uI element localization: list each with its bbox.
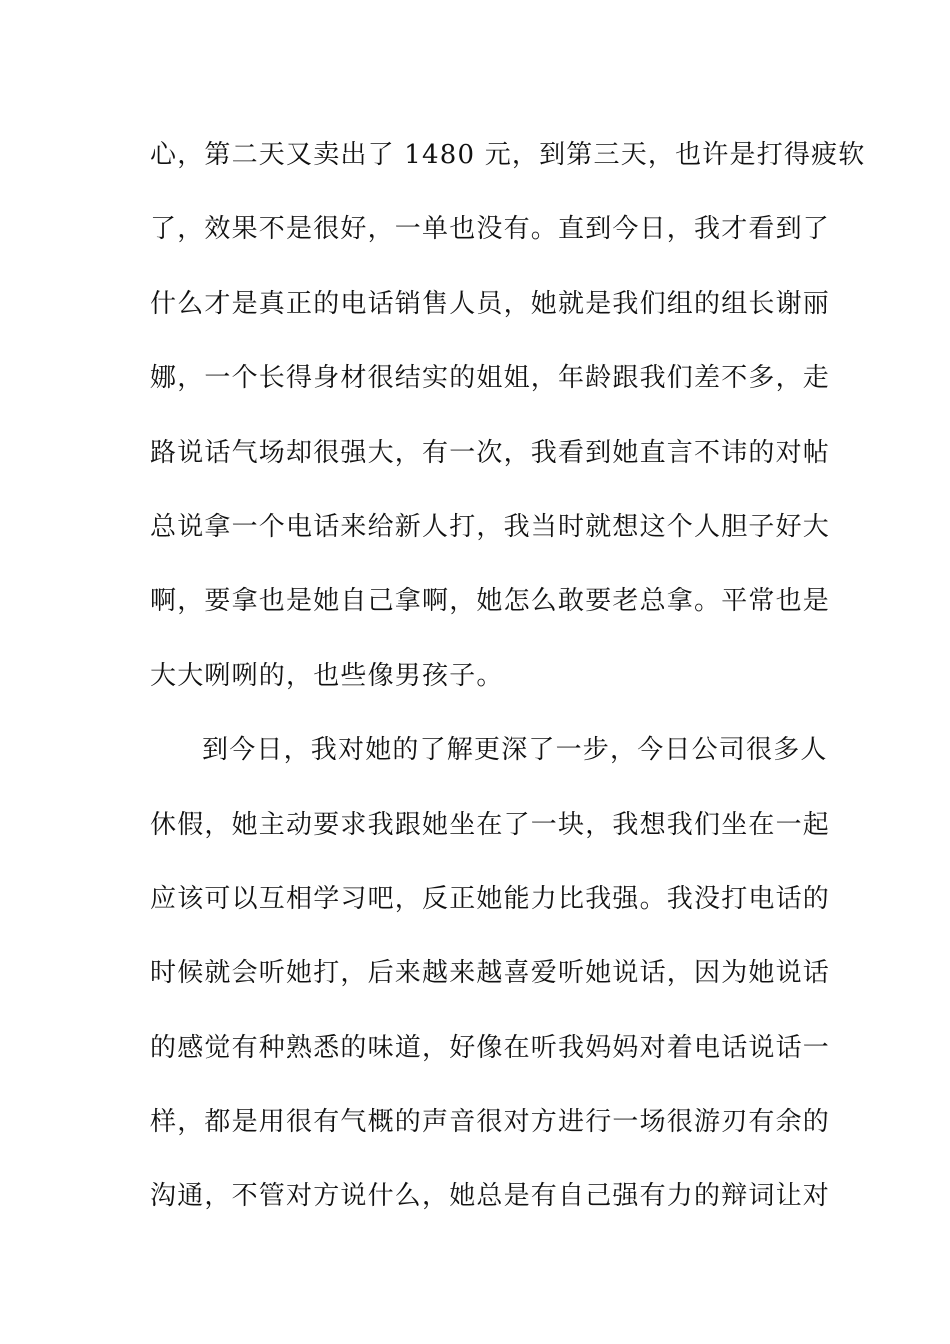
text-line: 大大咧咧的，也些像男孩子。 (150, 660, 504, 691)
text-line: 沟通，不管对方说什么，她总是有自己强有力的辩词让对 (150, 1181, 831, 1212)
text-line: 路说话气场却很强大，有一次，我看到她直言不讳的对帖 (150, 437, 831, 468)
text-line: 时候就会听她打，后来越来越喜爱听她说话，因为她说话 (150, 958, 831, 989)
text-line: 了，效果不是很好，一单也没有。直到今日，我才看到了 (150, 214, 831, 245)
text-line: 休假，她主动要求我跟她坐在了一块，我想我们坐在一起 (150, 809, 831, 840)
text-line: 样，都是用很有气概的声音很对方进行一场很游刃有余的 (150, 1107, 831, 1138)
paragraph-first-line: 到今日，我对她的了解更深了一步，今日公司很多人 (202, 735, 828, 766)
text-line: 应该可以互相学习吧，反正她能力比我强。我没打电话的 (150, 883, 831, 914)
text-line: 的感觉有种熟悉的味道，好像在听我妈妈对着电话说话一 (150, 1032, 831, 1063)
text-line: 总说拿一个电话来给新人打，我当时就想这个人胆子好大 (150, 511, 831, 542)
body-text (150, 118, 866, 1234)
text-line: 娜，一个长得身材很结实的姐姐，年龄跟我们差不多，走 (150, 363, 831, 394)
text-line: 心，第二天又卖出了 1480 元，到第三天，也许是打得疲软 (150, 140, 866, 170)
text-line: 什么才是真正的电话销售人员，她就是我们组的组长谢丽 (150, 288, 831, 319)
text-line: 啊，要拿也是她自己拿啊，她怎么敢要老总拿。平常也是 (150, 586, 831, 617)
